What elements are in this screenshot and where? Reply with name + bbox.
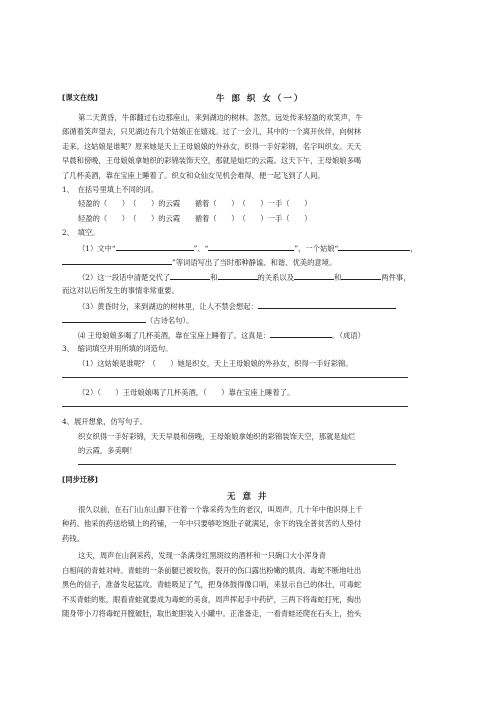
q2-1-text-e: ”等词语写出了当时那种静谧、和谐、优美的意境。 [172, 258, 337, 267]
answer-blank[interactable] [170, 272, 210, 280]
q2-2-text-c: 的关系以及 [257, 273, 294, 282]
para1-line: 了几杯美酒，靠在宝座上睡着了。织女和众仙女见机会难得，便一起飞到了人间。 [62, 171, 325, 180]
para3-line: 黑色的信子，准备发起猛攻。青蛙吸足了气，把身体鼓得像口哨，来显示自己的体壮，可毒蛇 [62, 580, 362, 589]
question-2-item-3 [78, 301, 396, 311]
question-3-item-1: （1）这姑娘是谁呢？（ ）她是织女，天上王母娘娘的外孙女，织得一手好彩锦。 [78, 359, 353, 368]
answer-blank[interactable] [116, 243, 194, 251]
answer-blank[interactable] [62, 315, 146, 323]
para3-line: 这天，周声在山涧采药，发现一条满身红黑斑纹的酒杯和一只碗口大小浑身青 [78, 551, 327, 560]
para3-line: 不买青蛙的账，眼看青蛙就要成为毒蛇的美食，周声挥起手中药铲，三两下将毒蛇打死，掏出 [62, 595, 362, 604]
question-1-row: 轻盈的（ ） （ ）的云霞 循着（ ） （ ）一手（ ） [78, 214, 312, 223]
answer-line[interactable] [62, 406, 408, 407]
question-4-line: 的云霞，多美啊！ [78, 446, 137, 455]
para2-line: 药钱。 [62, 534, 84, 543]
answer-line[interactable] [62, 377, 408, 378]
question-2-item-2 [78, 272, 410, 282]
q2-1-text-b: ”、“ [193, 244, 209, 253]
question-1-heading: 1、 在括号里填上不同的词。 [62, 185, 158, 194]
question-1-row: 轻盈的（ ） （ ）的云霞 循着（ ） （ ）一手（ ） [78, 199, 312, 208]
q2-4-text-b: 。（成语） [332, 331, 365, 340]
question-4-heading: 4、展开想象，仿写句子。 [62, 417, 147, 426]
question-4-line: 织女织得一手好彩锦，天天早晨和傍晚，王母娘娘拿她织的彩锦装饰天空，那就是灿烂 [78, 432, 356, 441]
story-title: 无 意 井 [227, 492, 269, 502]
question-2-item-1 [78, 243, 418, 253]
section-label-transfer: [同步迁移] [62, 475, 98, 484]
para2-line: 很久以前，在石门山东山脚下住着一个靠采药为生的老汉，叫周声，几十年中他识得上千 [78, 505, 363, 514]
q2-3-text-a: （3）黄昏时分，来到湖边的树林里，让人不禁会想起： [78, 302, 258, 311]
answer-line[interactable] [78, 464, 396, 465]
q2-1-text-d: ， [410, 244, 418, 253]
para1-line: 走来。这姑娘是谁呢？原来她是天上王母娘娘的外孙女，织得一手好彩锦，名字叫织女。天天 [62, 142, 362, 151]
question-2-item-2-cont: 而这对以后所发生的事情非常重要。 [62, 286, 179, 295]
answer-blank[interactable] [218, 272, 258, 280]
question-3-heading: 3、 缩词填空并用所填的词造句。 [62, 344, 173, 353]
lesson-title: 牛 郎 织 女（一） [216, 94, 305, 104]
answer-blank[interactable] [338, 243, 410, 251]
question-2-item-4 [78, 330, 365, 340]
question-2-heading: 2、 填空。 [62, 228, 100, 237]
para1-line: 郎循着笑声望去，只见湖边有几个姑娘正在嬉戏。过了一会儿，其中的一个离开伙伴，向树林 [62, 127, 362, 136]
q2-3-text-b: （古诗名句）。 [146, 316, 194, 325]
q2-1-text-c: ”，一个姑娘“ [294, 244, 339, 253]
para3-line: 随身带小刀将毒蛇开膛破肚，取出蛇胆装入小罐中。正准备走，一看青蛙还爬在石头上，抬头 [62, 609, 362, 618]
answer-blank[interactable] [341, 272, 381, 280]
question-3-item-2: （2）（ ）王母娘娘喝了几杯美酒，（ ）靠在宝座上睡着了。 [78, 388, 295, 397]
para2-line: 种药。他采的药送给镇上的药铺，一年中只要够吃饱肚子就满足，余下的钱全普贫苦的人垫付 [62, 519, 362, 528]
section-label-text-online: [课文在线] [62, 93, 98, 102]
q2-4-text-a: ⑷ 王母娘娘多喝了几杯美酒，靠在宝座上睡着了。这真是： [78, 331, 271, 340]
q2-2-text-d: 和 [334, 273, 342, 282]
answer-blank[interactable] [270, 330, 332, 338]
q2-2-text-e: 两件事， [381, 273, 411, 282]
para1-line: 早晨和傍晚，王母娘娘拿她织的彩锦装饰天空，那就是灿烂的云霞。这天下午，王母娘娘多喝 [62, 156, 362, 165]
question-2-item-1-cont [62, 257, 336, 267]
para1-line: 第二天黄昏，牛郎翻过右边那座山，来到湖边的树林。忽然，远处传来轻盈的欢笑声，牛 [78, 113, 363, 122]
para3-line: 白相间的青蛙对峙。青蛙的一条前腿已被咬伤，裂开的伤口露出粉嫩的肌肉。毒蛇不断地吐出 [62, 566, 362, 575]
answer-blank[interactable] [258, 301, 396, 309]
q2-2-text-b: 和 [210, 273, 218, 282]
answer-blank[interactable] [62, 257, 172, 265]
q2-1-text-a: （1）文中“ [78, 244, 116, 253]
answer-blank[interactable] [208, 243, 294, 251]
answer-blank[interactable] [294, 272, 334, 280]
q2-2-text-a: （2）这一段话中清楚交代了 [78, 273, 171, 282]
question-2-item-3-cont [62, 315, 193, 325]
